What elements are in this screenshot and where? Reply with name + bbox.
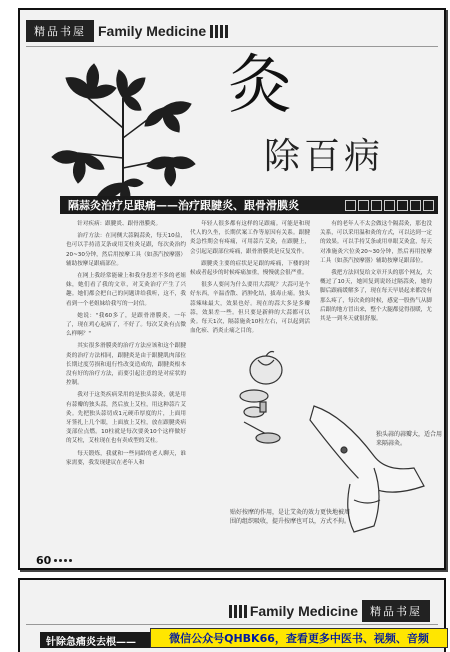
paragraph: 我把方法回复给文章开头的那个网友，大概过了10天，她回复到说经过隔蒜灸，她的脚后跟痛缓解多了，现在每天早晨起来都没有那么疼了，每次灸的时候，感觉一股热气从脚后跟的地方冒出来，整个大腿都觉得很暖，尤其是一到冬天就很舒服。 [320, 270, 432, 323]
paragraph: 她说："我60多了，是跟骨滑膜炎，一年了，现在鸡心起病了，不好了。每次艾灸有点微么样啊？" [66, 312, 186, 338]
paragraph: 跟腱炎主要的症状是足跟的疼痛，下楼的时候或者起步的时候疼痛加重，慢慢就会很严重。 [190, 260, 310, 277]
caption-massage: 贴好按摩的作用，是让艾灸的效力更快地被周围的组织吸收，提升按摩也可以，方式不拘。 [230, 509, 351, 525]
caption-garlic: 独头蒜的蒜瓣大，适合用来隔蒜灸。 [376, 431, 443, 447]
watermark-text: 微信公众号QHBK66，查看更多中医书、视频、音频 [169, 632, 429, 645]
next-section-header [229, 600, 430, 622]
text-column-3 [320, 220, 432, 327]
text-column-2 [190, 220, 310, 339]
paragraph: 在网上我经常能碰上和我身患差不多的老姐妹，她们看了我的文章，对艾灸治疗产生了兴趣。她们都会把自己的问题讲给我听，这不，我看到一个老姐妹给我写的一封信。 [66, 273, 186, 307]
section-header [26, 20, 228, 42]
next-article-headline: 针除急痛炎去根—— [46, 636, 136, 648]
paragraph: 治疗方法：在同侧大蒜隔蒜灸，每天10益，也可以手持清艾条或用艾柱灸足跟，每次灸治约20~30分钟，然后用按摩工具（如蒸汽按摩器）辅助按摩足跟痛部位。 [66, 233, 186, 267]
magazine-page [18, 8, 446, 570]
section-tag: 精品书屋 [26, 20, 94, 42]
title-main-character: 灸 [228, 49, 292, 123]
article-banner [60, 196, 438, 214]
article-headline: 隔蒜灸治疗足跟痛——治疗跟腱炎、跟骨滑膜炎 [68, 199, 299, 212]
paragraph: 每天锻炼，我就和一些同龄的老人聊天，谁家需要，我发现建议在老年人和 [66, 450, 186, 466]
header-rule [26, 46, 438, 47]
watermark-banner [150, 628, 448, 648]
page-number: 60 [36, 554, 52, 567]
header-bars [210, 25, 228, 38]
banner-ornament [345, 200, 434, 211]
paragraph: 很多人要问为什么要用大蒜呢？大蒜可是个好东西，辛温香散、消肿化结，拔毒止痛。独头蒜辣味最大，效果也好。现在的蒜大多是多瓣蒜，效果差一些。但只要是新鲜的大蒜都可以灸。每天1次，隔蒜施灸10柱左右，可以起到活血化瘀、消炎止痛之目的。 [190, 282, 310, 335]
paragraph: 针对疾病：跟腱炎、跟骨滑膜炎。 [77, 221, 162, 227]
paragraph: 我对于这类疾病采用的是独头蒜灸，就是用有蒜瓣的独头蒜，然后放上艾柱，用这种蒜片艾灸。先把独头蒜切成1元硬币厚度的片，上面用牙签扎上几个眼，上面放上艾柱，放在跟腱炎病变部位点燃。10柱就是每次要灸10个这样做好的艾柱，艾柱现在也有卖成型的艾柱。 [66, 392, 186, 445]
paragraph: 年轻人很多都有这样的足跟痛。可能是和现代人的久坐，长期伏案工作等原因有关系。跟腱炎急性期会有疼痛，可用蒜片艾灸，在跟腱上，会引起足跟部位疼痛，跟骨滑膜炎是反复发作。 [190, 221, 310, 255]
title-subtitle: 除百病 [264, 136, 385, 177]
section-title: Family Medicine [249, 603, 358, 619]
page-number-dots [54, 559, 72, 562]
section-tag: 精品书屋 [362, 600, 430, 622]
header-rule [26, 624, 438, 625]
mugwort-plant-illustration [48, 58, 198, 208]
header-bars [229, 605, 247, 618]
text-column-1 [66, 220, 186, 471]
paragraph: 其实很多滑膜炎的治疗方法应该和这个跟腱炎的治疗方法相同，跟腱炎是由于跟腱肌肉部位长期过度劳损和退行性改变造成的，跟腱炎根本没有好的治疗方法，而要引起注意的是对症状的控制。 [66, 343, 186, 387]
paragraph: 有的老年人不太会做这个隔蒜灸，那也没关系，可以采用温和灸的方式，可以达到一定的效果。可以手持艾条或用单眼艾灸盒，每天对准施灸穴位灸20~30分钟，然后再用按摩工具（如蒸汽按摩器）辅助按摩足跟部位。 [320, 221, 432, 264]
section-title: Family Medicine [98, 23, 207, 39]
